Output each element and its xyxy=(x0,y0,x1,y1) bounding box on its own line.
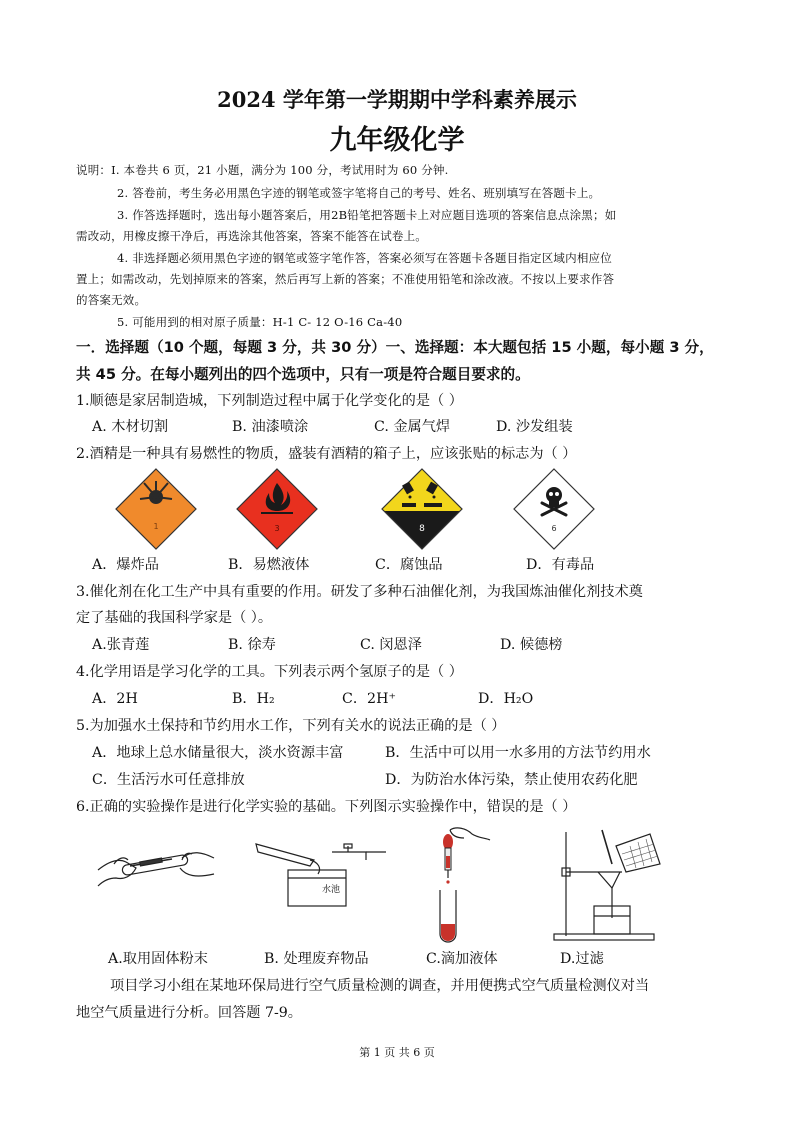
question-4-option-c: C．2H⁺ xyxy=(342,691,396,707)
add-solid-powder-illustration xyxy=(96,832,216,942)
question-2-option-d: D．有毒品 xyxy=(526,557,595,573)
question-5-option-a: A．地球上总水储量很大，淡水资源丰富 xyxy=(92,745,344,761)
question-6-stem: 6.正确的实验操作是进行化学实验的基础。下列图示实验操作中，错误的是（ ） xyxy=(76,799,577,815)
question-2-option-a: A．爆炸品 xyxy=(92,557,159,573)
toxic-sign-icon xyxy=(512,467,596,551)
question-2-stem: 2.酒精是一种具有易燃性的物质，盛装有酒精的箱子上，应该张贴的标志为（ ） xyxy=(76,446,577,462)
question-5-option-c: C．生活污水可任意排放 xyxy=(92,772,245,788)
section-heading-line-1: 一．选择题（10 个题，每题 3 分，共 30 分）一、选择题：本大题包括 15 小题，每小题 3 分， xyxy=(76,339,714,356)
question-4-option-d: D．H₂O xyxy=(478,691,534,707)
question-5-option-b: B．生活中可以用一水多用的方法节约用水 xyxy=(385,745,651,761)
exam-title: 2024 学年第一学期期中学科素养展示 xyxy=(217,87,577,112)
question-1-option-c: C. 金属气焊 xyxy=(374,419,451,435)
instruction-line-1: 说明：Ⅰ. 本卷共 6 页，21 小题，满分为 100 分，考试用时为 60 分钟. xyxy=(76,163,449,177)
question-6-option-d: D.过滤 xyxy=(560,951,604,967)
sign-number-flammable: 3 xyxy=(274,524,280,533)
question-4-option-a: A．2H xyxy=(92,691,138,707)
instruction-line-2: 2. 答卷前，考生务必用黑色字迹的钢笔或签字笔将自己的考号、姓名、班别填写在答题卡上。 xyxy=(117,186,601,200)
waste-disposal-illustration xyxy=(252,838,392,918)
project-intro-line-2: 地空气质量进行分析。回答题 7-9。 xyxy=(76,1005,302,1021)
question-4-option-b: B．H₂ xyxy=(232,691,275,707)
question-1-option-a: A. 木材切割 xyxy=(92,419,169,435)
question-5-stem: 5.为加强水土保持和节约用水工作，下列有关水的说法正确的是（ ） xyxy=(76,718,506,734)
question-1-option-d: D. 沙发组装 xyxy=(496,419,573,435)
exam-subject: 九年级化学 xyxy=(329,125,465,156)
project-intro-line-1: 项目学习小组在某地环保局进行空气质量检测的调查，并用便携式空气质量检测仪对当 xyxy=(110,978,650,994)
question-3-stem-line-2: 定了基础的我国科学家是（ ）。 xyxy=(76,610,273,626)
question-6-option-a: A.取用固体粉末 xyxy=(108,951,208,967)
explosive-sign-icon xyxy=(114,467,198,551)
dropper-illustration xyxy=(422,826,492,946)
question-4-stem: 4.化学用语是学习化学的工具。下列表示两个氢原子的是（ ） xyxy=(76,664,463,680)
sink-label: 水池 xyxy=(322,885,341,895)
flammable-sign-icon xyxy=(235,467,319,551)
question-1-stem: 1.顺德是家居制造城，下列制造过程中属于化学变化的是（ ） xyxy=(76,393,463,409)
question-3-option-b: B. 徐寿 xyxy=(228,637,276,653)
question-3-option-c: C. 闵恩泽 xyxy=(360,637,422,653)
filtration-illustration xyxy=(546,824,666,944)
page-footer: 第 1 页 共 6 页 xyxy=(359,1046,435,1059)
instruction-line-8: 5. 可能用到的相对原子质量：H-1 C- 12 O-16 Ca-40 xyxy=(117,315,403,329)
instruction-line-3: 3. 作答选择题时，选出每小题答案后，用2B铅笔把答题卡上对应题目选项的答案信息点涂黑；如 xyxy=(117,208,617,222)
question-3-option-a: A.张青莲 xyxy=(92,637,150,653)
sign-number-explosive: 1 xyxy=(153,522,159,531)
instruction-line-5: 4. 非选择题必须用黑色字迹的钢笔或签字笔作答，答案必须写在答题卡各题目指定区域内相应位 xyxy=(117,251,612,265)
question-3-option-d: D. 候德榜 xyxy=(500,637,563,653)
instruction-line-4: 需改动，用橡皮擦干净后，再选涂其他答案，答案不能答在试卷上。 xyxy=(76,229,427,243)
question-3-stem-line-1: 3.催化剂在化工生产中具有重要的作用。研发了多种石油催化剂，为我国炼油催化剂技术奠 xyxy=(76,584,643,600)
question-6-option-b: B. 处理废弃物品 xyxy=(264,951,369,967)
question-5-option-d: D．为防治水体污染，禁止使用农药化肥 xyxy=(385,772,638,788)
corrosive-sign-icon xyxy=(380,467,464,551)
instruction-line-7: 的答案无效。 xyxy=(76,293,147,307)
section-heading-line-2: 共 45 分。在每小题列出的四个选项中，只有一项是符合题目要求的。 xyxy=(76,366,530,383)
instruction-line-6: 置上；如需改动，先划掉原来的答案，然后再写上新的答案；不准使用铅笔和涂改液。不按以上要求作答 xyxy=(76,272,615,286)
question-6-option-c: C.滴加液体 xyxy=(426,951,498,967)
question-2-option-b: B．易燃液体 xyxy=(228,557,310,573)
sign-number-corrosive: 8 xyxy=(419,524,425,534)
question-2-option-c: C．腐蚀品 xyxy=(375,557,443,573)
question-1-option-b: B. 油漆喷涂 xyxy=(232,419,309,435)
sign-number-toxic: 6 xyxy=(551,524,557,533)
